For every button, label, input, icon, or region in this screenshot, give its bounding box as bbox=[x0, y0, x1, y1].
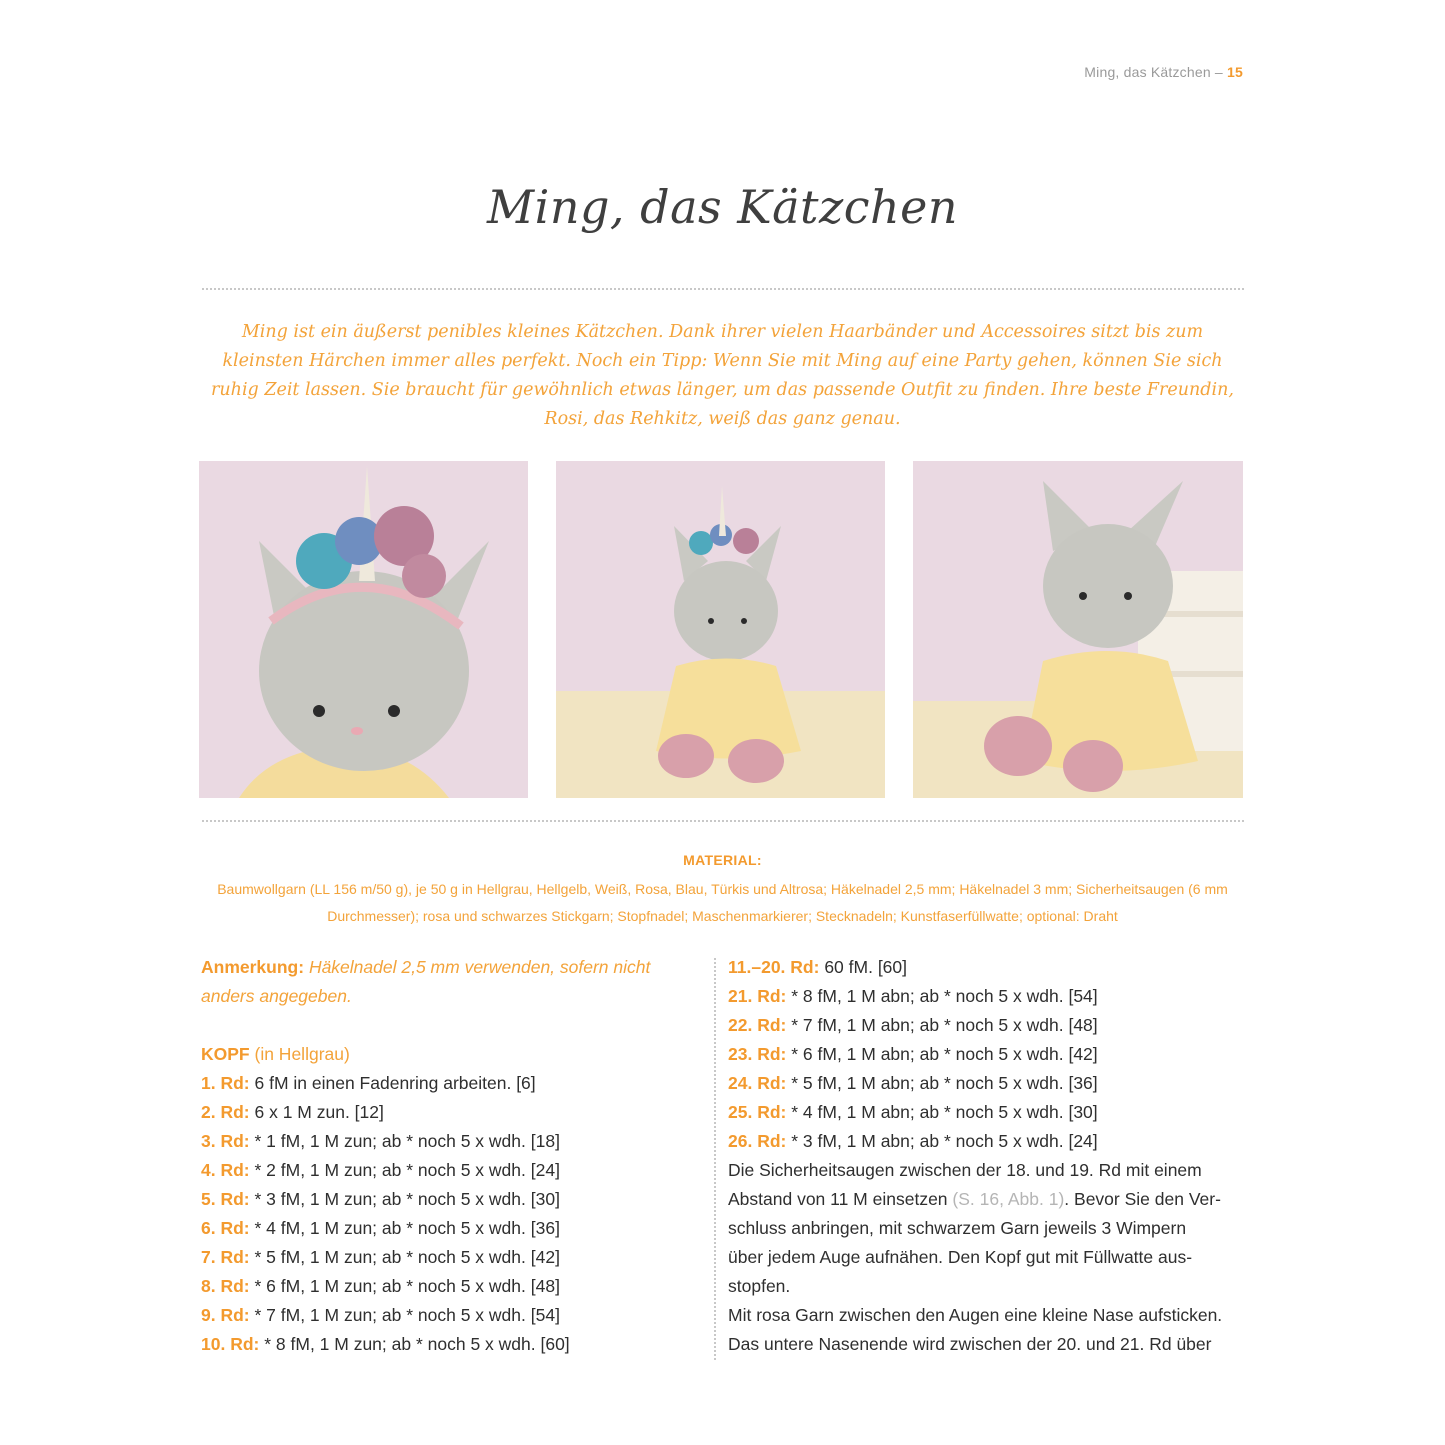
row-item bbox=[201, 1127, 691, 1156]
photo-sitting-front bbox=[556, 461, 885, 798]
row-label: 22. Rd: bbox=[728, 1015, 787, 1035]
row-item bbox=[201, 1156, 691, 1185]
paragraph-text: . Bevor Sie den Ver- bbox=[1064, 1189, 1221, 1209]
row-label: 9. Rd: bbox=[201, 1305, 250, 1325]
row-label: 25. Rd: bbox=[728, 1102, 787, 1122]
row-label: 1. Rd: bbox=[201, 1073, 250, 1093]
row-label: 10. Rd: bbox=[201, 1334, 260, 1354]
row-label: 2. Rd: bbox=[201, 1102, 250, 1122]
row-text: 6 x 1 M zun. [12] bbox=[254, 1102, 384, 1122]
paragraph-line: Die Sicherheitsaugen zwischen der 18. und 19. Rd mit einem bbox=[728, 1160, 1202, 1180]
running-header-title: Ming, das Kätzchen – bbox=[1084, 64, 1223, 80]
note-line-1 bbox=[201, 953, 691, 982]
row-label: 23. Rd: bbox=[728, 1044, 787, 1064]
row-item bbox=[201, 1069, 691, 1098]
note-text-1: Häkelnadel 2,5 mm verwenden, sofern nicht bbox=[308, 957, 651, 977]
row-text: * 7 fM, 1 M abn; ab * noch 5 x wdh. [48] bbox=[791, 1015, 1098, 1035]
row-label: 11.–20. Rd: bbox=[728, 957, 820, 977]
row-item bbox=[728, 1069, 1248, 1098]
figure-reference: (S. 16, Abb. 1) bbox=[952, 1189, 1065, 1209]
row-label: 26. Rd: bbox=[728, 1131, 787, 1151]
row-label: 24. Rd: bbox=[728, 1073, 787, 1093]
right-column bbox=[728, 953, 1248, 1359]
row-text: * 7 fM, 1 M zun; ab * noch 5 x wdh. [54] bbox=[254, 1305, 560, 1325]
photos-divider bbox=[202, 820, 1244, 822]
paragraph-line: schluss anbringen, mit schwarzem Garn jeweils 3 Wimpern bbox=[728, 1218, 1187, 1238]
paragraph-text: Abstand von 11 M einsetzen bbox=[728, 1189, 948, 1209]
row-text: * 1 fM, 1 M zun; ab * noch 5 x wdh. [18] bbox=[254, 1131, 560, 1151]
row-item bbox=[201, 1301, 691, 1330]
intro-text: Ming ist ein äußerst penibles kleines Kätzchen. Dank ihrer vielen Haarbänder und Accessoires sitzt bis zum kleinsten Härchen immer alles perfekt. Noch ein Tipp: Wenn Sie mit Ming auf eine Party gehen, können Sie sich ruhig Zeit lassen. Sie braucht für gewöhnlich etwas länger, um das passende Outfit zu finden. Ihre beste Freundin, Rosi, das Rehkitz, weiß das ganz genau. bbox=[211, 322, 1234, 429]
row-item bbox=[728, 1040, 1248, 1069]
running-header bbox=[1084, 64, 1243, 80]
paragraph-line: Das untere Nasenende wird zwischen der 20. und 21. Rd über bbox=[728, 1334, 1212, 1354]
row-item bbox=[201, 1330, 691, 1359]
material-heading: MATERIAL: bbox=[683, 852, 762, 868]
row-text: * 6 fM, 1 M zun; ab * noch 5 x wdh. [48] bbox=[254, 1276, 560, 1296]
row-item bbox=[728, 1098, 1248, 1127]
row-item bbox=[728, 1011, 1248, 1040]
row-text: * 4 fM, 1 M zun; ab * noch 5 x wdh. [36] bbox=[254, 1218, 560, 1238]
paragraph-line: Mit rosa Garn zwischen den Augen eine kleine Nase aufsticken. bbox=[728, 1305, 1223, 1325]
row-item bbox=[201, 1243, 691, 1272]
material-text: Baumwollgarn (LL 156 m/50 g), je 50 g in Hellgrau, Hellgelb, Weiß, Rosa, Blau, Türkis und Altrosa; Häkelnadel 2,5 mm; Häkelnadel 3 mm; Sicherheitsaugen (6 mm Durchmesser); rosa und schwarzes Stickgarn; Stopfnadel; Maschenmarkierer; Stecknadeln; Kunstfaserfüllwatte; optional: Draht bbox=[217, 881, 1228, 924]
photo-sitting-crate bbox=[913, 461, 1243, 798]
row-text: * 3 fM, 1 M zun; ab * noch 5 x wdh. [30] bbox=[254, 1189, 560, 1209]
row-text: * 5 fM, 1 M zun; ab * noch 5 x wdh. [42] bbox=[254, 1247, 560, 1267]
row-label: 7. Rd: bbox=[201, 1247, 250, 1267]
row-text: * 2 fM, 1 M zun; ab * noch 5 x wdh. [24] bbox=[254, 1160, 560, 1180]
row-text: * 5 fM, 1 M abn; ab * noch 5 x wdh. [36] bbox=[791, 1073, 1098, 1093]
section-sub: (in Hellgrau) bbox=[254, 1044, 350, 1064]
column-divider bbox=[714, 958, 716, 1360]
row-text: 60 fM. [60] bbox=[824, 957, 908, 977]
page-number: 15 bbox=[1227, 64, 1243, 80]
left-column bbox=[201, 953, 691, 1359]
row-item bbox=[728, 982, 1248, 1011]
note-label: Anmerkung: bbox=[201, 957, 305, 977]
row-label: 6. Rd: bbox=[201, 1218, 250, 1238]
paragraph-line: über jedem Auge aufnähen. Den Kopf gut mit Füllwatte aus- bbox=[728, 1247, 1193, 1267]
row-label: 21. Rd: bbox=[728, 986, 787, 1006]
section-label: KOPF bbox=[201, 1044, 250, 1064]
page-title: Ming, das Kätzchen bbox=[487, 180, 958, 234]
row-label: 5. Rd: bbox=[201, 1189, 250, 1209]
row-label: 3. Rd: bbox=[201, 1131, 250, 1151]
photo-closeup-head bbox=[199, 461, 528, 798]
paragraph-line bbox=[728, 1185, 1248, 1214]
row-text: 6 fM in einen Fadenring arbeiten. [6] bbox=[254, 1073, 536, 1093]
row-item bbox=[201, 1185, 691, 1214]
row-item bbox=[201, 1098, 691, 1127]
note-text-2: anders angegeben. bbox=[201, 986, 352, 1006]
section-heading bbox=[201, 1040, 691, 1069]
row-label: 4. Rd: bbox=[201, 1160, 250, 1180]
row-item bbox=[728, 953, 1248, 982]
row-text: * 6 fM, 1 M abn; ab * noch 5 x wdh. [42] bbox=[791, 1044, 1098, 1064]
row-label: 8. Rd: bbox=[201, 1276, 250, 1296]
row-text: * 8 fM, 1 M abn; ab * noch 5 x wdh. [54] bbox=[791, 986, 1098, 1006]
paragraph-line: stopfen. bbox=[728, 1276, 791, 1296]
row-item bbox=[201, 1272, 691, 1301]
row-item bbox=[728, 1127, 1248, 1156]
row-text: * 8 fM, 1 M zun; ab * noch 5 x wdh. [60] bbox=[264, 1334, 570, 1354]
row-text: * 4 fM, 1 M abn; ab * noch 5 x wdh. [30] bbox=[791, 1102, 1098, 1122]
row-text: * 3 fM, 1 M abn; ab * noch 5 x wdh. [24] bbox=[791, 1131, 1098, 1151]
top-divider bbox=[202, 288, 1244, 290]
row-item bbox=[201, 1214, 691, 1243]
